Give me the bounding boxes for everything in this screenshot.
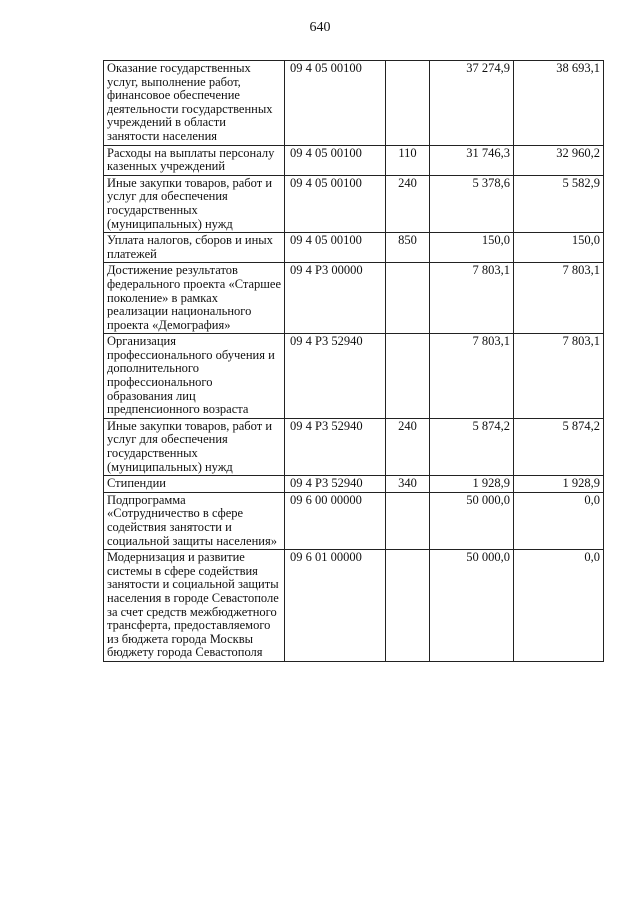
- row-expense-type-cell: 240: [386, 418, 430, 475]
- row-expense-type-cell: [386, 263, 430, 334]
- table-row: [104, 550, 604, 662]
- row-sum2-cell: 0,0: [514, 492, 604, 549]
- table-row: [104, 476, 604, 493]
- row-name-cell: Достижение результатов федерального проекта «Старшее поколение» в рамках реализации национального проекта «Демография»: [104, 263, 285, 334]
- row-expense-type-cell: [386, 550, 430, 662]
- row-name-cell: Стипендии: [104, 476, 285, 493]
- row-sum1-cell: 50 000,0: [430, 492, 514, 549]
- table-row: [104, 263, 604, 334]
- row-sum2-cell: 5 874,2: [514, 418, 604, 475]
- row-sum2-cell: 7 803,1: [514, 334, 604, 419]
- row-code-cell: 09 4 P3 00000: [285, 263, 386, 334]
- row-code-cell: 09 6 00 00000: [285, 492, 386, 549]
- row-name-cell: Иные закупки товаров, работ и услуг для обеспечения государственных (муниципальных) нужд: [104, 418, 285, 475]
- row-expense-type-cell: [386, 61, 430, 146]
- row-name-cell: Расходы на выплаты персоналу казенных учреждений: [104, 145, 285, 175]
- row-sum2-cell: 150,0: [514, 233, 604, 263]
- row-expense-type-cell: 240: [386, 175, 430, 232]
- row-code-cell: 09 4 05 00100: [285, 61, 386, 146]
- table-row: [104, 175, 604, 232]
- row-sum2-cell: 0,0: [514, 550, 604, 662]
- row-sum1-cell: 5 378,6: [430, 175, 514, 232]
- page-number: 640: [309, 20, 331, 35]
- row-sum1-cell: 31 746,3: [430, 145, 514, 175]
- table-row: [104, 334, 604, 419]
- row-code-cell: 09 6 01 00000: [285, 550, 386, 662]
- row-code-cell: 09 4 P3 52940: [285, 476, 386, 493]
- row-sum2-cell: 38 693,1: [514, 61, 604, 146]
- table-row: [104, 61, 604, 146]
- row-name-cell: Организация профессионального обучения и дополнительного профессионального образования лиц предпенсионного возраста: [104, 334, 285, 419]
- row-sum2-cell: 32 960,2: [514, 145, 604, 175]
- row-expense-type-cell: [386, 334, 430, 419]
- row-expense-type-cell: [386, 492, 430, 549]
- table-row: [104, 492, 604, 549]
- row-code-cell: 09 4 05 00100: [285, 233, 386, 263]
- row-sum1-cell: 7 803,1: [430, 263, 514, 334]
- row-code-cell: 09 4 05 00100: [285, 175, 386, 232]
- row-code-cell: 09 4 05 00100: [285, 145, 386, 175]
- row-name-cell: Подпрограмма «Сотрудничество в сфере содействия занятости и социальной защиты населения»: [104, 492, 285, 549]
- budget-table: [103, 60, 604, 662]
- row-sum2-cell: 5 582,9: [514, 175, 604, 232]
- row-expense-type-cell: 340: [386, 476, 430, 493]
- row-code-cell: 09 4 P3 52940: [285, 334, 386, 419]
- table-row: [104, 145, 604, 175]
- table-row: [104, 418, 604, 475]
- row-sum1-cell: 5 874,2: [430, 418, 514, 475]
- row-sum1-cell: 50 000,0: [430, 550, 514, 662]
- row-code-cell: 09 4 P3 52940: [285, 418, 386, 475]
- row-sum1-cell: 1 928,9: [430, 476, 514, 493]
- row-sum2-cell: 1 928,9: [514, 476, 604, 493]
- row-name-cell: Иные закупки товаров, работ и услуг для обеспечения государственных (муниципальных) нужд: [104, 175, 285, 232]
- row-sum1-cell: 150,0: [430, 233, 514, 263]
- row-expense-type-cell: 110: [386, 145, 430, 175]
- row-name-cell: Оказание государственных услуг, выполнение работ, финансовое обеспечение деятельности государственных учреждений в области занятости населения: [104, 61, 285, 146]
- row-sum2-cell: 7 803,1: [514, 263, 604, 334]
- table-row: [104, 233, 604, 263]
- row-sum1-cell: 37 274,9: [430, 61, 514, 146]
- row-expense-type-cell: 850: [386, 233, 430, 263]
- row-sum1-cell: 7 803,1: [430, 334, 514, 419]
- row-name-cell: Модернизация и развитие системы в сфере содействия занятости и социальной защиты населения в городе Севастополе за счет средств межбюджетного трансферта, предоставляемого из бюджета города Москвы бюджету города Севастополя: [104, 550, 285, 662]
- row-name-cell: Уплата налогов, сборов и иных платежей: [104, 233, 285, 263]
